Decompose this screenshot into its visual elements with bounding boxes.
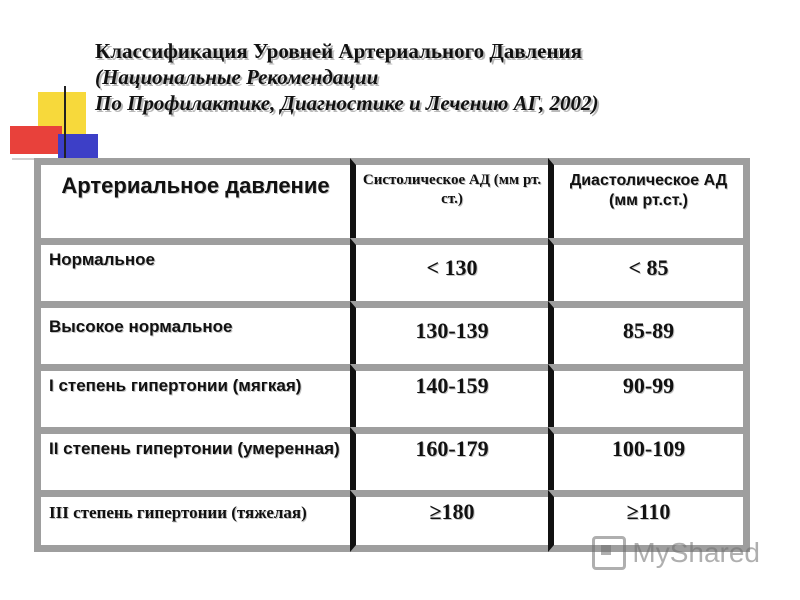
title-line-3: По Профилактике, Диагностике и Лечению АГ, 2002) <box>95 91 599 115</box>
row-diastolic: 85-89 <box>548 301 750 364</box>
row-category: Нормальное <box>34 238 350 301</box>
row-systolic: 160-179 <box>350 427 548 490</box>
row-category: Высокое нормальное <box>34 301 350 364</box>
table-row <box>34 301 750 364</box>
row-systolic: < 130 <box>350 238 548 301</box>
table-row <box>34 364 750 427</box>
row-diastolic: < 85 <box>548 238 750 301</box>
row-systolic: 140-159 <box>350 364 548 427</box>
header-diastolic: Диастолическое АД (мм рт.ст.) <box>548 158 750 238</box>
watermark-text: MyShared <box>632 537 760 568</box>
row-category: I степень гипертонии (мягкая) <box>34 364 350 427</box>
slide-title <box>95 38 775 116</box>
presentation-logo-icon <box>592 536 626 570</box>
row-diastolic: 90-99 <box>548 364 750 427</box>
table-row <box>34 238 750 301</box>
header-systolic: Систолическое АД (мм рт. ст.) <box>350 158 548 238</box>
row-systolic: ≥180 <box>350 490 548 552</box>
row-systolic: 130-139 <box>350 301 548 364</box>
row-diastolic: ≥110 <box>548 490 750 552</box>
table-row <box>34 427 750 490</box>
row-diastolic: 100-109 <box>548 427 750 490</box>
title-line-2: (Национальные Рекомендации <box>95 65 379 89</box>
header-category: Артериальное давление <box>34 158 350 238</box>
title-line-1: Классификация Уровней Артериального Давления <box>95 39 583 63</box>
table-header-row <box>34 158 750 238</box>
row-category: III степень гипертонии (тяжелая) <box>34 490 350 552</box>
row-category: II степень гипертонии (умеренная) <box>34 427 350 490</box>
bp-classification-table-frame <box>34 158 750 552</box>
decorative-red-block <box>10 126 62 154</box>
bp-classification-table <box>34 158 750 552</box>
watermark <box>592 536 760 570</box>
